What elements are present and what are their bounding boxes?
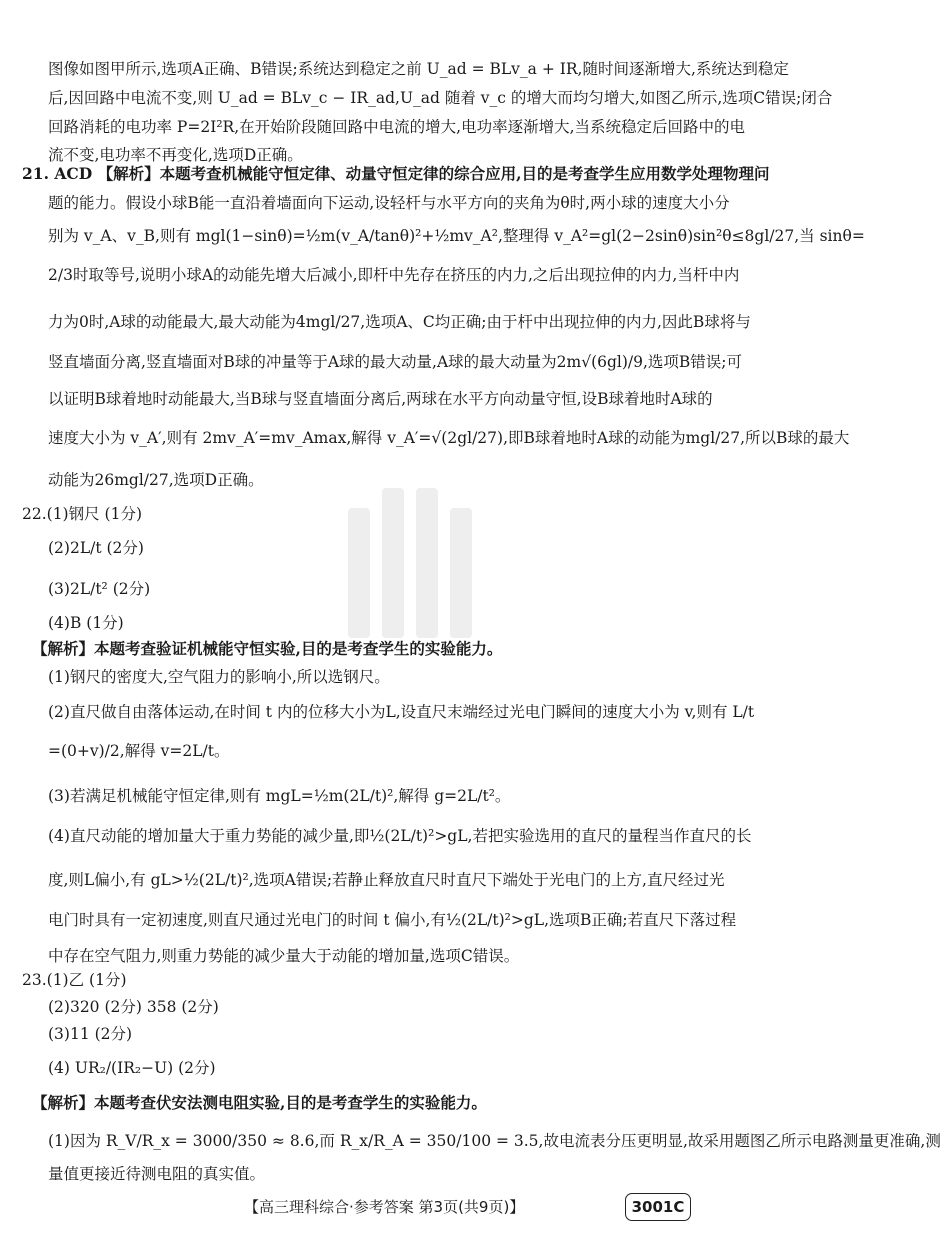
text-line: 量值更接近待测电阻的真实值。 <box>48 1165 266 1183</box>
question-22-answer-1: 22.(1)钢尺 (1分) <box>22 505 142 523</box>
analysis-header: 【解析】本题考查验证机械能守恒实验,目的是考查学生的实验能力。 <box>32 639 503 658</box>
question-21-header: 21. ACD 【解析】本题考查机械能守恒定律、动量守恒定律的综合应用,目的是考查学生应用数学处理物理问 <box>22 164 770 183</box>
question-23-answer-4: (4) UR₂/(IR₂−U) (2分) <box>48 1059 216 1077</box>
text-line: (4)直尺动能的增加量大于重力势能的减少量,即½(2L/t)²>gL,若把实验选用的直尺的量程当作直尺的长 <box>48 827 752 845</box>
question-22-answer-2: (2)2L/t (2分) <box>48 539 144 557</box>
paper-code-badge: 3001C <box>625 1193 691 1221</box>
question-23-answer-2: (2)320 (2分) 358 (2分) <box>48 998 219 1016</box>
page-footer <box>0 1193 800 1221</box>
text-line: 中存在空气阻力,则重力势能的减少量大于动能的增加量,选项C错误。 <box>48 947 520 965</box>
text-line: 速度大小为 v_A′,则有 2mv_A′=mv_Amax,解得 v_A′=√(2gl/27),即B球着地时A球的动能为mgl/27,所以B球的最大 <box>48 429 850 447</box>
question-22-answer-3: (3)2L/t² (2分) <box>48 580 151 598</box>
text-line: (3)若满足机械能守恒定律,则有 mgL=½m(2L/t)²,解得 g=2L/t²。 <box>48 787 511 805</box>
text-line: 以证明B球着地时动能最大,当B球与竖直墙面分离后,两球在水平方向动量守恒,设B球着地时A球的 <box>48 390 713 408</box>
text-line: 题的能力。假设小球B能一直沿着墙面向下运动,设轻杆与水平方向的夹角为θ时,两小球的速度大小分 <box>48 194 730 212</box>
text-line: 电门时具有一定初速度,则直尺通过光电门的时间 t 偏小,有½(2L/t)²>gL,选项B正确;若直尺下落过程 <box>48 911 737 929</box>
text-line: (1)钢尺的密度大,空气阻力的影响小,所以选钢尺。 <box>48 668 390 686</box>
question-23-answer-1: 23.(1)乙 (1分) <box>22 971 127 989</box>
text-line: 别为 v_A、v_B,则有 mgl(1−sinθ)=½m(v_A/tanθ)²+½mv_A²,整理得 v_A²=gl(2−2sinθ)sin²θ≤8gl/27,当 sinθ= <box>48 227 865 245</box>
text-line: 后,因回路中电流不变,则 U_ad = BLv_c − IR_ad,U_ad 随着 v_c 的增大而均匀增大,如图乙所示,选项C错误;闭合 <box>48 89 833 107</box>
text-line: 2/3时取等号,说明小球A的动能先增大后减小,即杆中先存在挤压的内力,之后出现拉伸的内力,当杆中内 <box>48 266 740 284</box>
text-line: 竖直墙面分离,竖直墙面对B球的冲量等于A球的最大动量,A球的最大动量为2m√(6gl)/9,选项B错误;可 <box>48 353 743 371</box>
text-line: 度,则L偏小,有 gL>½(2L/t)²,选项A错误;若静止释放直尺时直尺下端处于光电门的上方,直尺经过光 <box>48 871 725 889</box>
question-23-answer-3: (3)11 (2分) <box>48 1025 133 1043</box>
text-line: 图像如图甲所示,选项A正确、B错误;系统达到稳定之前 U_ad = BLv_a + IR,随时间逐渐增大,系统达到稳定 <box>48 60 789 78</box>
text-line: 回路消耗的电功率 P=2I²R,在开始阶段随回路中电流的增大,电功率逐渐增大,当系统稳定后回路中的电 <box>48 118 745 136</box>
question-22-answer-4: (4)B (1分) <box>48 614 124 632</box>
analysis-header: 【解析】本题考查伏安法测电阻实验,目的是考查学生的实验能力。 <box>32 1093 487 1112</box>
text-line: 流不变,电功率不再变化,选项D正确。 <box>48 146 303 164</box>
text-line: 动能为26mgl/27,选项D正确。 <box>48 471 264 489</box>
text-line: =(0+v)/2,解得 v=2L/t。 <box>48 742 230 760</box>
text-line: (2)直尺做自由落体运动,在时间 t 内的位移大小为L,设直尺末端经过光电门瞬间的速度大小为 v,则有 L/t <box>48 703 755 721</box>
footer-text: 【高三理科综合·参考答案 第3页(共9页)】 <box>244 1198 525 1216</box>
text-line: 力为0时,A球的动能最大,最大动能为4mgl/27,选项A、C均正确;由于杆中出现拉伸的内力,因此B球将与 <box>48 313 751 331</box>
text-line: (1)因为 R_V/R_x = 3000/350 ≈ 8.6,而 R_x/R_A = 350/100 = 3.5,故电流表分压更明显,故采用题图乙所示电路测量更准确,测 <box>48 1132 941 1150</box>
